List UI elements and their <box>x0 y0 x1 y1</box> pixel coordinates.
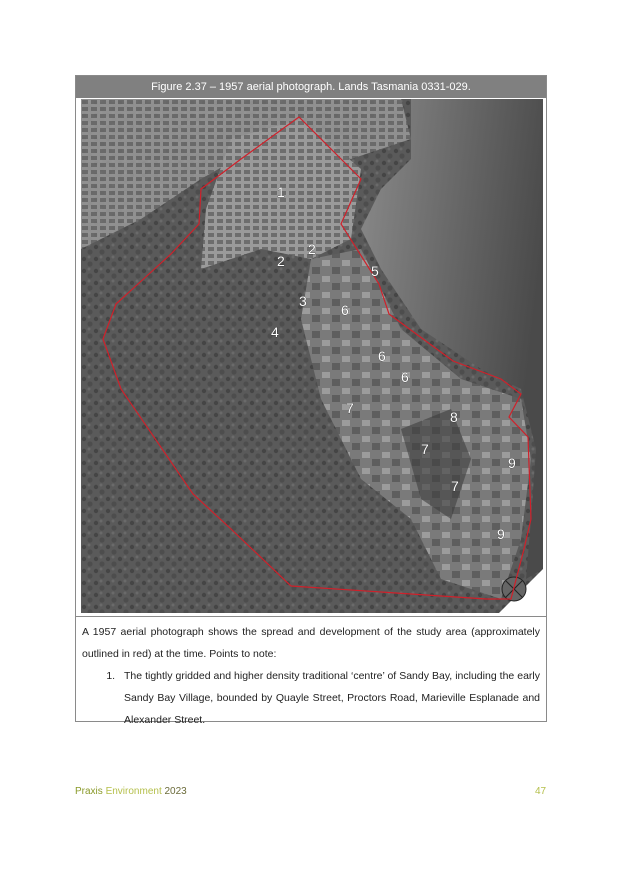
footer-brand <box>75 786 187 797</box>
figure-description <box>76 616 546 731</box>
map-label: 1 <box>277 184 285 200</box>
map-label: 7 <box>421 441 429 457</box>
footer-year: 2023 <box>164 786 187 797</box>
map-label: 6 <box>341 302 349 318</box>
map-label: 8 <box>450 409 458 425</box>
aerial-photograph-svg <box>81 99 543 613</box>
map-label: 4 <box>271 324 279 340</box>
map-label: 3 <box>299 293 307 309</box>
map-label: 9 <box>497 526 505 542</box>
map-label: 5 <box>371 263 379 279</box>
footer-brand-praxis: Praxis <box>75 786 103 797</box>
figure-box <box>75 75 547 726</box>
points-list <box>82 665 540 731</box>
footer-brand-environment: Environment <box>105 786 162 797</box>
page-number: 47 <box>535 786 547 797</box>
map-label: 6 <box>401 369 409 385</box>
map-label: 2 <box>277 253 285 269</box>
map-label: 2 <box>308 241 316 257</box>
figure-caption: Figure 2.37 – 1957 aerial photograph. Lands Tasmania 0331-029. <box>76 76 546 98</box>
map-label: 7 <box>346 400 354 416</box>
map-label: 6 <box>378 348 386 364</box>
map-label: 7 <box>451 478 459 494</box>
point-item: 1. The tightly gridded and higher density traditional ‘centre’ of Sandy Bay, including the early Sandy Bay Village, bounded by Quayle Street, Proctors Road, Marieville Esplanade and Alexander Street. <box>118 665 540 731</box>
description-intro: A 1957 aerial photograph shows the spread and development of the study area (approximately outlined in red) at the time. Points to note: <box>82 626 540 660</box>
map-label: 9 <box>508 455 516 471</box>
aerial-photograph <box>81 99 543 613</box>
